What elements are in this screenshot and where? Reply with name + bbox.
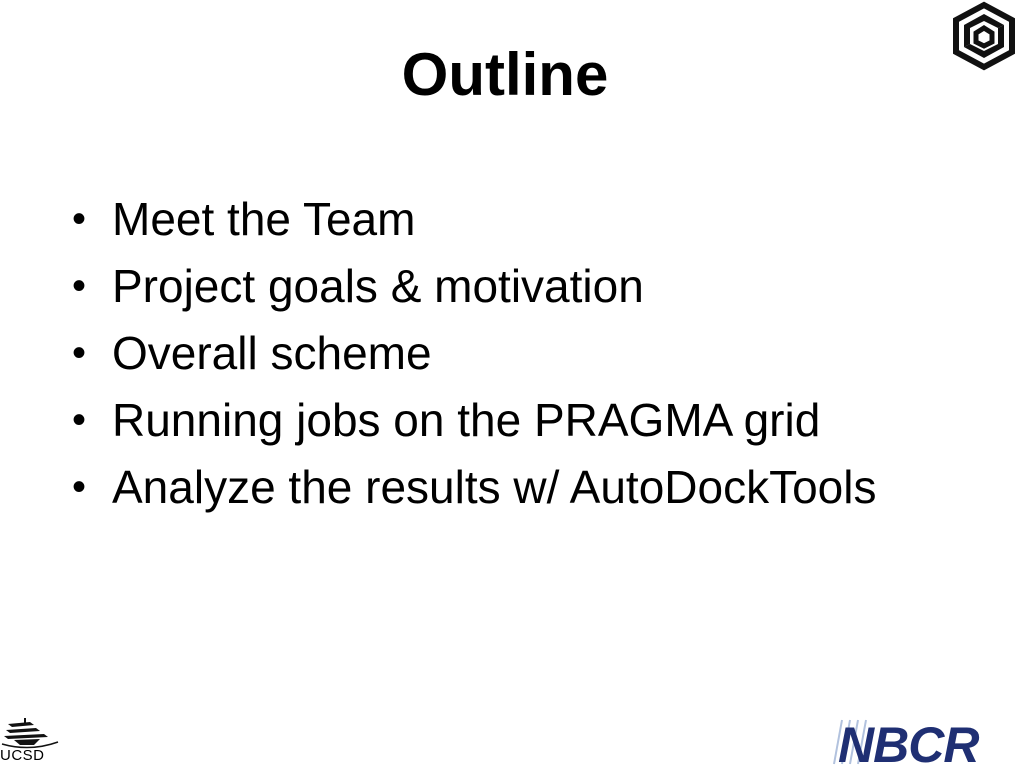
bullet-text: Project goals & motivation [112,260,644,312]
bullet-icon: • [72,331,87,375]
bullet-icon: • [72,398,87,442]
list-item [68,454,876,521]
ucsd-label: UCSD [0,747,45,764]
nbcr-logo-icon [832,714,1016,768]
bullet-icon: • [72,197,87,241]
bullet-text: Running jobs on the PRAGMA grid [112,394,821,446]
list-item [68,186,876,253]
bullet-text: Analyze the results w/ AutoDockTools [112,461,877,513]
list-item [68,320,876,387]
slide-title: Outline [401,41,609,108]
bullet-icon: • [72,465,87,509]
bullet-icon: • [72,264,87,308]
bullet-text: Meet the Team [112,193,416,245]
nbcr-wordmark: NBCR [838,717,979,768]
bullet-list [68,186,876,521]
sdsc-logo-icon [946,0,1022,72]
bullet-text: Overall scheme [112,327,432,379]
list-item [68,387,876,454]
list-item [68,253,876,320]
